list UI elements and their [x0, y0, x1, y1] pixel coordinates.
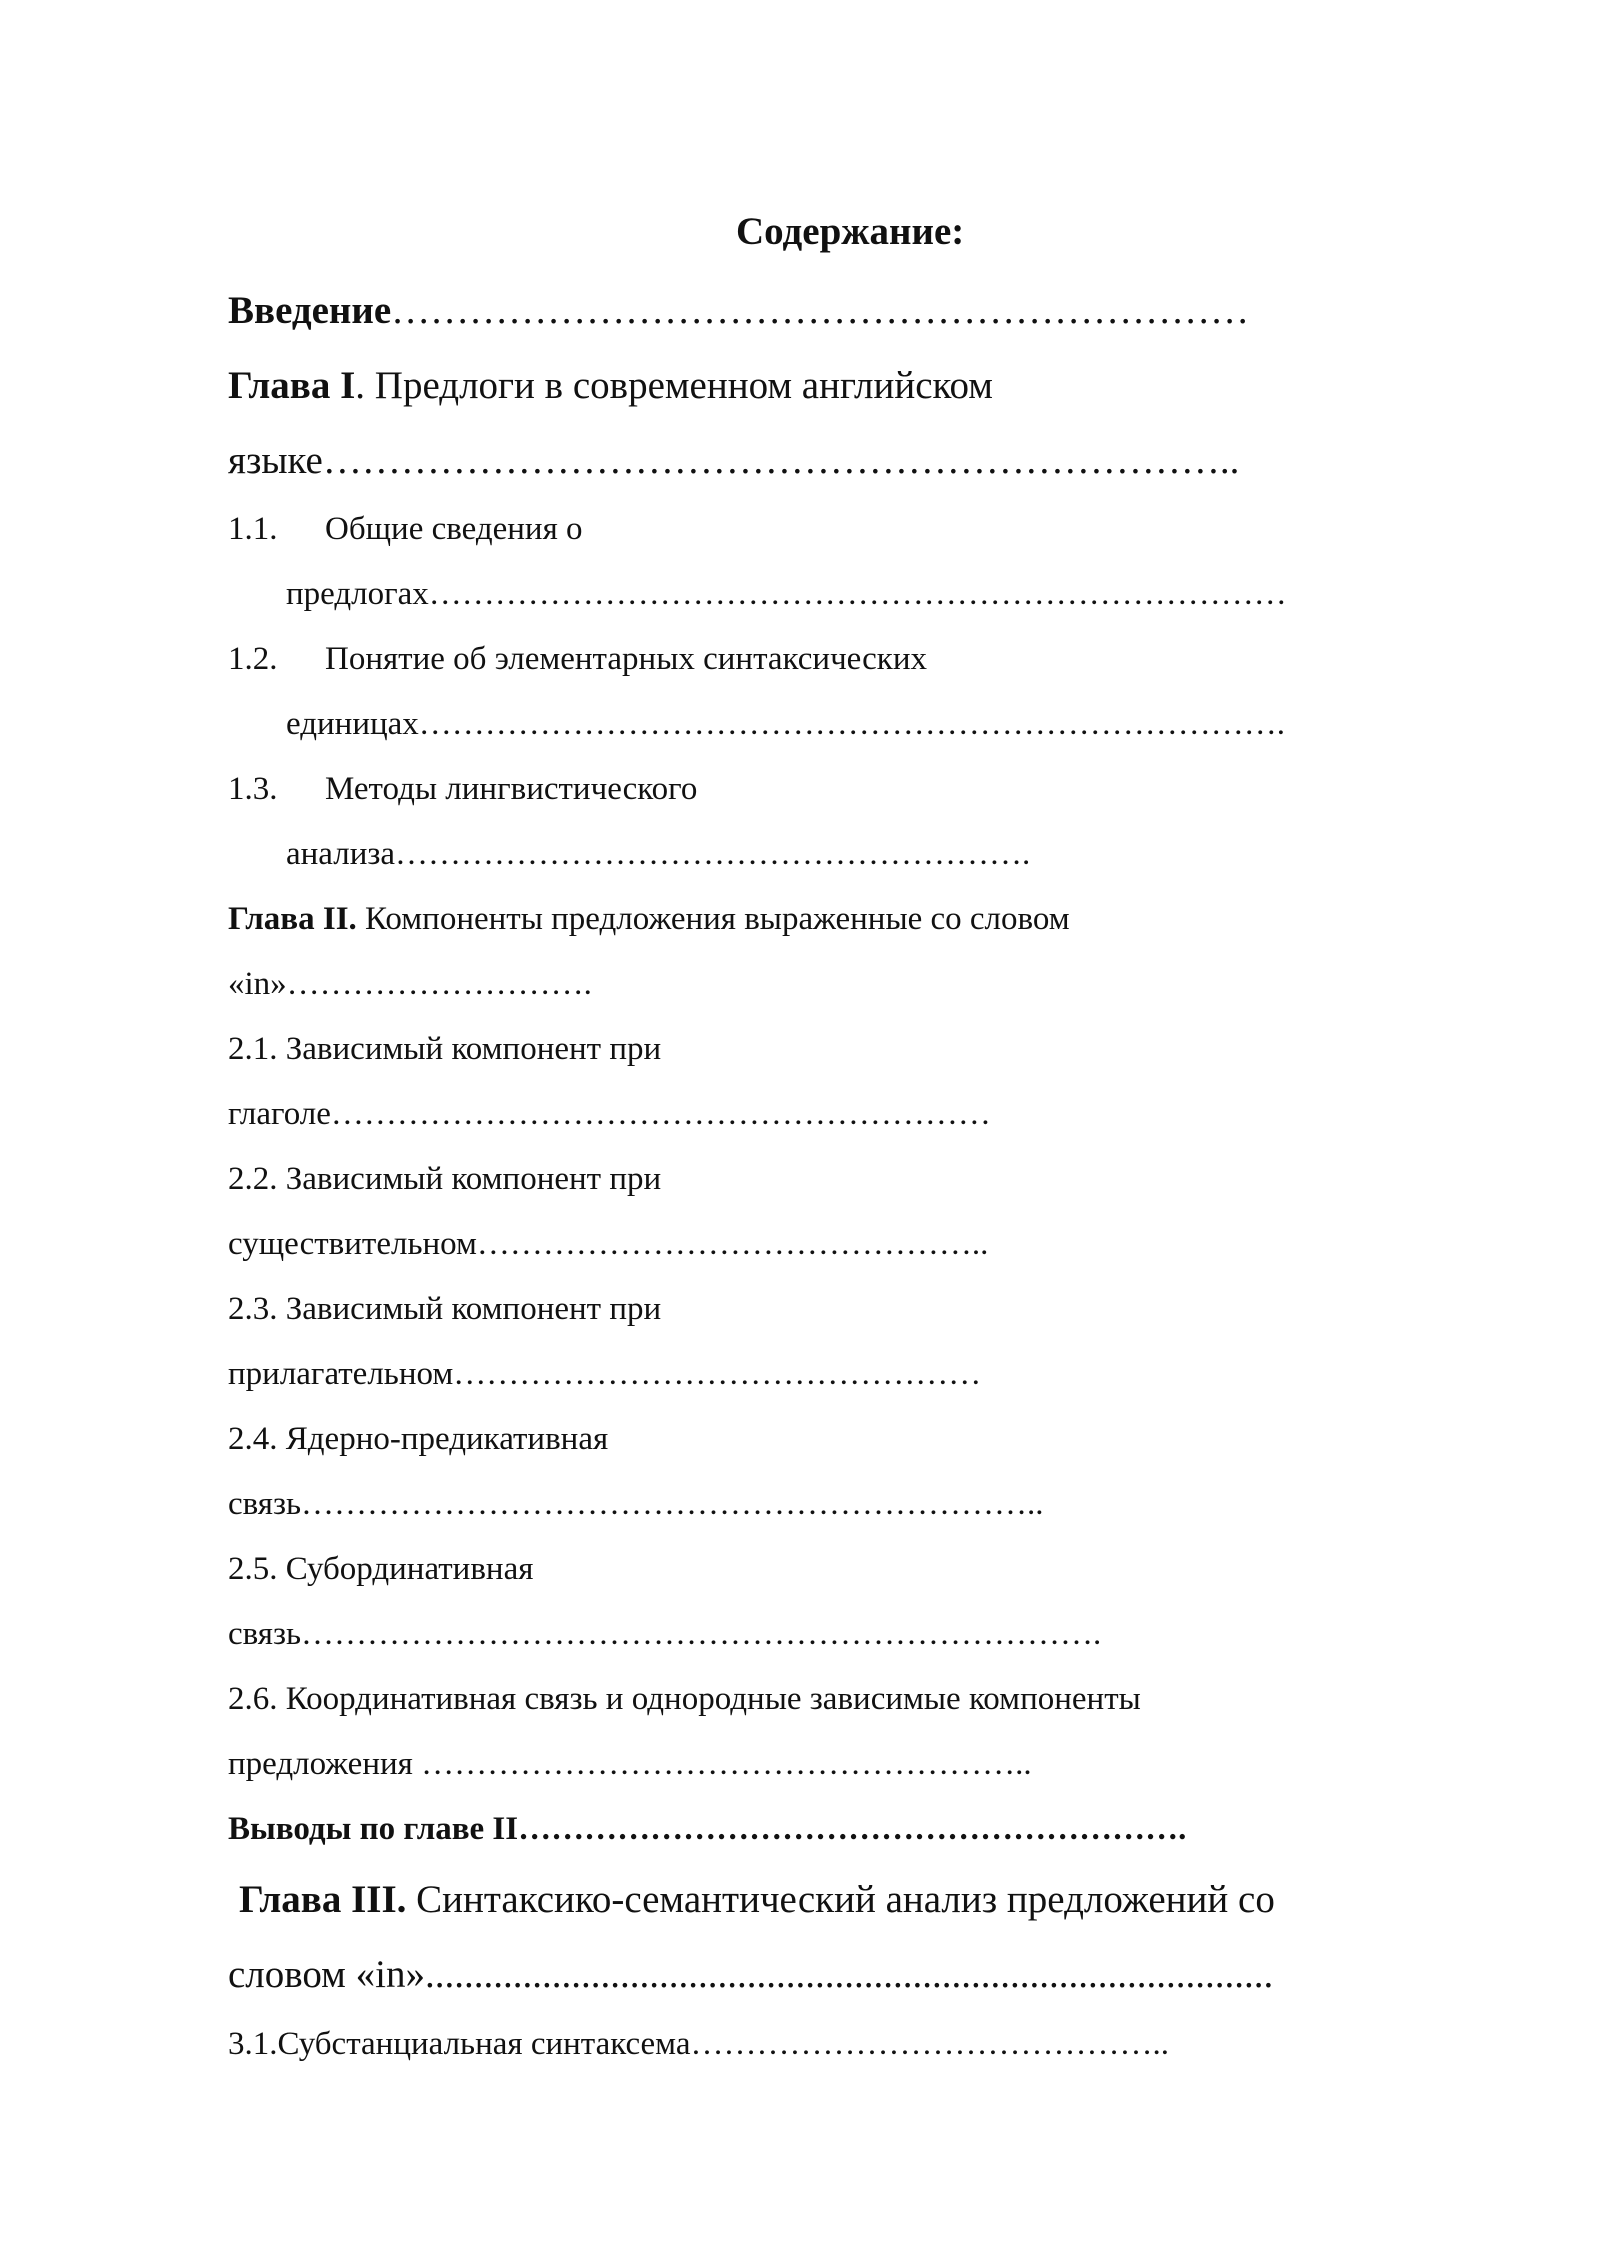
toc-section-2-5-continuation: связь………………………………………………………………. [228, 1616, 1102, 1652]
toc-chapter-1 [228, 366, 993, 405]
toc-entry-label: Введение [228, 289, 392, 332]
toc-section-number: 1.2. [228, 641, 278, 677]
toc-section-number: 1.3. [228, 771, 278, 807]
toc-section-2-6: 2.6. Координативная связь и однородные зависимые компоненты [228, 1681, 1141, 1717]
toc-section-2-2-continuation: существительном……………………………………….. [228, 1226, 989, 1262]
toc-chapter-3 [239, 1880, 1275, 1919]
toc-section-title: Общие сведения о [325, 511, 583, 547]
toc-chapter-2 [228, 903, 1070, 936]
toc-section-1-1-continuation: предлогах…………………………………………………………………… [286, 576, 1287, 612]
toc-chapter-2-continuation: «in»………………………. [228, 966, 592, 1002]
toc-section-2-5: 2.5. Субординативная [228, 1551, 534, 1587]
toc-section-1-2-continuation: единицах……………………………………………………………………. [286, 706, 1286, 742]
toc-chapter-title: Синтаксико-семантический анализ предложений со [406, 1878, 1275, 1921]
toc-chapter-title: . Предлоги в современном английском [355, 364, 993, 407]
toc-chapter-label: Глава II. [228, 901, 357, 937]
toc-section-2-3-continuation: прилагательном………………………………………… [228, 1356, 982, 1392]
toc-chapter-label: Глава III. [239, 1878, 407, 1921]
toc-section-1-3-continuation: анализа…………………………………………………. [286, 836, 1031, 872]
toc-section-2-2: 2.2. Зависимый компонент при [228, 1161, 662, 1197]
toc-conclusions-chapter-2: Выводы по главе II……………………………………………………. [228, 1811, 1187, 1847]
toc-section-2-1-continuation: глаголе…………………………………………………… [228, 1096, 991, 1132]
toc-section-2-3: 2.3. Зависимый компонент при [228, 1291, 662, 1327]
page-title: Содержание: [736, 210, 965, 253]
toc-section-2-6-continuation: предложения ……………………………………………….. [228, 1746, 1032, 1782]
toc-section-title: Методы лингвистического [325, 771, 698, 807]
toc-section-2-1: 2.1. Зависимый компонент при [228, 1031, 662, 1067]
toc-chapter-title: Компоненты предложения выраженные со словом [356, 901, 1070, 937]
toc-chapter-label: Глава I [228, 364, 356, 407]
toc-section-1-2 [228, 643, 927, 676]
toc-section-number: 1.1. [228, 511, 278, 547]
toc-chapter-3-continuation: словом «in»....................................................................................... [228, 1953, 1274, 1996]
toc-section-3-1: 3.1.Субстанциальная синтаксема…………………………………….. [228, 2026, 1169, 2062]
toc-section-title: Понятие об элементарных синтаксических [325, 641, 927, 677]
toc-section-1-1 [228, 513, 583, 546]
toc-entry-introduction [228, 291, 1249, 330]
toc-section-2-4: 2.4. Ядерно-предикативная [228, 1421, 609, 1457]
toc-chapter-1-continuation: языке…………………………………………………………….. [228, 439, 1240, 482]
toc-section-1-3 [228, 773, 697, 806]
toc-section-2-4-continuation: связь………………………………………………………….. [228, 1486, 1044, 1522]
toc-leader: ………………………………………………………… [391, 289, 1250, 332]
